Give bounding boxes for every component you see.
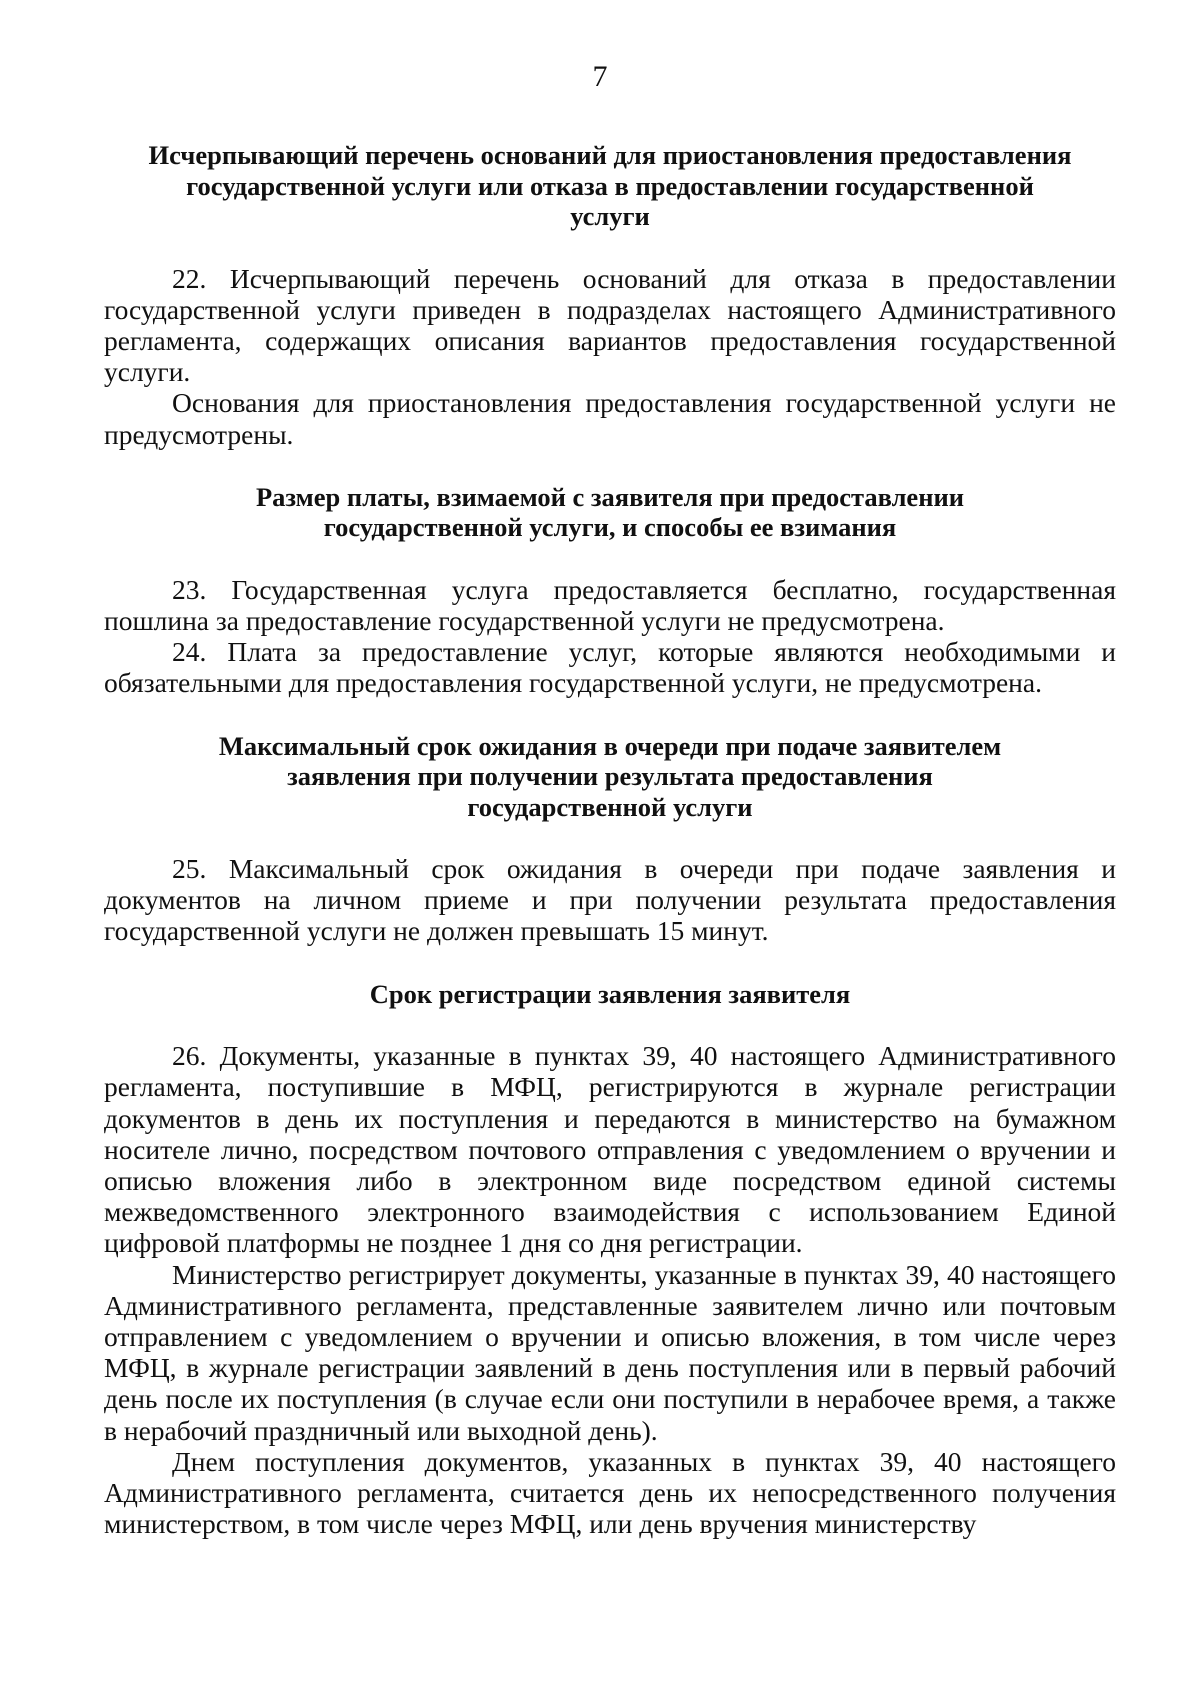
paragraph-ministry-registration: Министерство регистрирует документы, указанные в пунктах 39, 40 настоящего Административного регламента, представленные заявителем лично или почтовым отправлением с уведомлением о вручении и описью вложения, в том числе через МФЦ, в журнале регистрации заявлений в день поступления или в первый рабочий день после их поступления (в случае если они поступили в нерабочее время, а также в нерабочий праздничный или выходной день). (104, 1258, 1116, 1446)
section-queue-time (104, 731, 1116, 947)
section-registration-term (104, 979, 1116, 1540)
paragraph-22: 22. Исчерпывающий перечень оснований для отказа в предоставлении государственной услуги приведен в подразделах настоящего Административного регламента, содержащих описания вариантов предоставления государственной услуги. (104, 262, 1116, 388)
paragraph-26: 26. Документы, указанные в пунктах 39, 40 настоящего Административного регламента, поступившие в МФЦ, регистрируются в журнале регистрации документов в день их поступления и передаются в министерство на бумажном носителе лично, посредством почтового отправления с уведомлением о вручении и описью вложения либо в электронном виде посредством единой системы межведомственного электронного взаимодействия с использованием Единой цифровой платформы не позднее 1 дня со дня регистрации. (104, 1040, 1116, 1259)
paragraph-receipt-day: Днем поступления документов, указанных в пунктах 39, 40 настоящего Административного регламента, считается день их непосредственного получения министерством, в том числе через МФЦ, или день вручения министерству (104, 1445, 1116, 1540)
page-number: 7 (592, 60, 608, 93)
paragraph-25: 25. Максимальный срок ожидания в очереди при подаче заявления и документов на личном приеме и при получении результата предоставления государственной услуги не должен превышать 15 минут. (104, 853, 1116, 947)
section-heading: Исчерпывающий перечень оснований для приостановления предоставления государственной услуги или отказа в предоставлении государственной услуги (148, 140, 1072, 231)
paragraph-23: 23. Государственная услуга предоставляется бесплатно, государственная пошлина за предоставление государственной услуги не предусмотрена. (104, 573, 1116, 636)
section-heading: Срок регистрации заявления заявителя (369, 978, 851, 1009)
section-heading: Размер платы, взимаемой с заявителя при предоставлении государственной услуги, и способы ее взимания (255, 481, 965, 543)
section-heading: Максимальный срок ожидания в очереди при подаче заявителем заявления при получении результата предоставления государственной услуги (218, 730, 1002, 822)
paragraph-suspension-note: Основания для приостановления предоставления государственной услуги не предусмотрены. (104, 387, 1116, 450)
section-grounds-for-refusal (104, 140, 1116, 450)
paragraph-24: 24. Плата за предоставление услуг, которые являются необходимыми и обязательными для предоставления государственной услуги, не предусмотрена. (104, 636, 1116, 699)
page-content (104, 140, 1116, 1539)
section-fee (104, 482, 1116, 699)
